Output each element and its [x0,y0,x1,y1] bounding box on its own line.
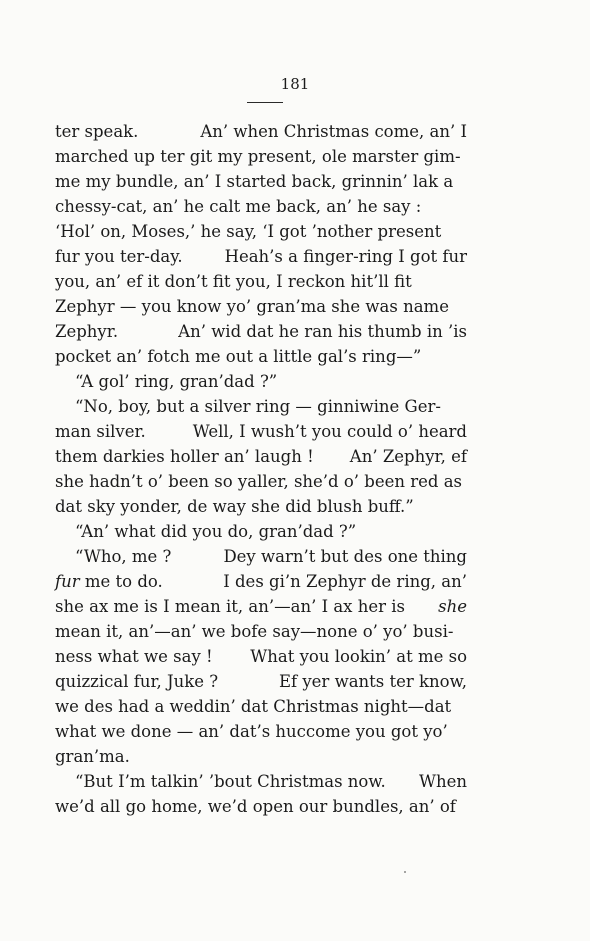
page-number: 181 [280,75,310,93]
text-line: quizzical fur, Juke ? Ef yer wants ter know, [55,672,467,691]
text-line: we’d all go home, we’d open our bundles, an’ of [55,797,456,816]
text-line: “Who, me ? Dey warn’t but des one thing [75,547,467,566]
page-number-rule [247,102,283,103]
text-line: dat sky yonder, de way she did blush buff.” [55,497,414,516]
paper-speck [404,871,406,873]
text-line: ness what we say ! What you lookin’ at me so [55,647,467,666]
text-line: them darkies holler an’ laugh ! An’ Zephyr, ef [55,447,467,466]
text-line: “An’ what did you do, gran’dad ?” [75,522,357,541]
text-line: “A gol’ ring, gran’dad ?” [75,372,278,391]
text-line: pocket an’ fotch me out a little gal’s ring—” [55,347,422,366]
text-line: fur me to do. I des gi’n Zephyr de ring, an’ [55,572,467,591]
text-line: she ax me is I mean it, an’—an’ I ax her is she [55,597,467,616]
text-line: marched up ter git my present, ole marster gim- [55,147,461,166]
text-line: gran’ma. [55,747,130,766]
text-line: fur you ter-day. Heah’s a finger-ring I got fur [55,247,467,266]
text-line: what we done — an’ dat’s huccome you got yo’ [55,722,448,741]
text-line: Zephyr — you know yo’ gran’ma she was name [55,297,449,316]
text-line: ter speak. An’ when Christmas come, an’ I [55,122,467,141]
text-line: we des had a weddin’ dat Christmas night—dat [55,697,452,716]
text-line: ‘Hol’ on, Moses,’ he say, ‘I got ’nother present [55,222,442,241]
text-line: she hadn’t o’ been so yaller, she’d o’ been red as [55,472,463,491]
text-line: you, an’ ef it don’t fit you, I reckon hit’ll fit [55,272,412,291]
body-text [55,119,467,819]
text-line: chessy-cat, an’ he calt me back, an’ he say : [55,197,422,216]
text-line: me my bundle, an’ I started back, grinnin’ lak a [55,172,454,191]
text-line: “No, boy, but a silver ring — ginniwine Ger- [75,397,441,416]
text-line: Zephyr. An’ wid dat he ran his thumb in ’is [55,322,467,341]
text-line: mean it, an’—an’ we bofe say—none o’ yo’ busi- [55,622,454,641]
text-line: “But I’m talkin’ ’bout Christmas now. When [75,772,467,791]
text-line: man silver. Well, I wush’t you could o’ heard [55,422,467,441]
